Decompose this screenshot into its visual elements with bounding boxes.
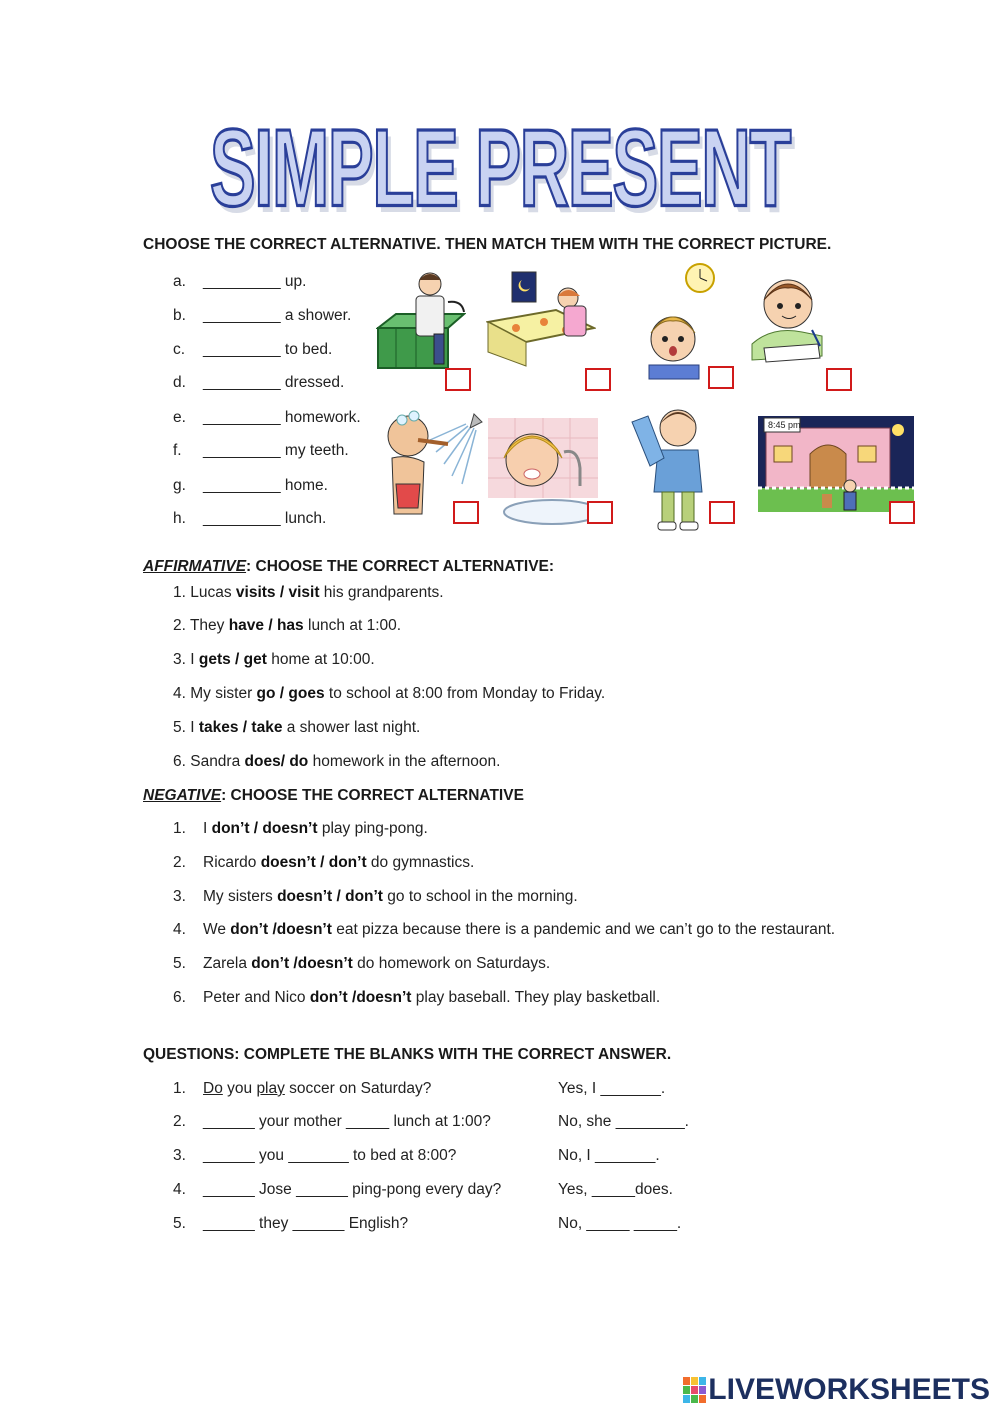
match-checkbox[interactable] xyxy=(453,501,479,524)
question-answer[interactable]: Yes, _____does. xyxy=(558,1181,673,1198)
match-checkbox[interactable] xyxy=(445,368,471,391)
match-checkbox[interactable] xyxy=(708,366,734,389)
list-item: f. _________ my teeth. xyxy=(173,442,349,459)
match-checkbox[interactable] xyxy=(889,501,915,524)
list-item: b. _________ a shower. xyxy=(173,307,352,324)
question-answer[interactable]: No, I _______. xyxy=(558,1147,660,1164)
answer-blank[interactable]: _________ xyxy=(203,341,281,358)
answer-blank[interactable]: _________ xyxy=(203,273,281,290)
picture-woman-getting-home xyxy=(758,416,914,512)
question-answer[interactable]: No, she ________. xyxy=(558,1113,689,1130)
question-answer[interactable]: No, _____ _____. xyxy=(558,1215,682,1232)
match-checkbox[interactable] xyxy=(709,501,735,524)
liveworksheets-logo xyxy=(682,1373,990,1407)
answer-blank[interactable]: ______ xyxy=(292,1215,345,1232)
picture-boy-getting-dressed xyxy=(628,402,708,532)
question-item: 1. Do you play soccer on Saturday? xyxy=(173,1080,432,1097)
answer-blank[interactable]: _________ xyxy=(203,409,281,426)
choice-option[interactable]: visits / visit xyxy=(235,584,320,601)
section-match-heading: CHOOSE THE CORRECT ALTERNATIVE. THEN MATCH THEM WITH THE CORRECT PICTURE. xyxy=(143,236,832,253)
answer-blank[interactable]: ______ xyxy=(203,1113,255,1130)
affirmative-heading: AFFIRMATIVE: CHOOSE THE CORRECT ALTERNATIVE: xyxy=(143,558,555,575)
affirmative-item: 6. Sandra does/ do homework in the afternoon. xyxy=(173,753,501,770)
affirmative-item: 4. My sister go / goes to school at 8:00 from Monday to Friday. xyxy=(173,685,606,702)
match-checkbox[interactable] xyxy=(585,368,611,391)
answer-blank[interactable]: _______ xyxy=(288,1147,349,1164)
negative-item: 2. Ricardo doesn’t / don’t do gymnastics. xyxy=(173,854,475,871)
affirmative-item: 5. I takes / take a shower last night. xyxy=(173,719,421,736)
affirmative-item: 1. Lucas visits / visit his grandparents. xyxy=(173,584,444,601)
picture-boy-doing-homework xyxy=(742,274,830,366)
logo-grid-icon xyxy=(682,1376,708,1404)
page-title: SIMPLE PRESENT xyxy=(209,108,791,230)
question-item: 2. ______ your mother _____ lunch at 1:00? xyxy=(173,1113,491,1130)
negative-item: 6. Peter and Nico don’t /doesn’t play baseball. They play basketball. xyxy=(173,989,661,1006)
logo-text: LIVEWORKSHEETS xyxy=(708,1373,990,1406)
picture-boy-getting-up xyxy=(376,266,466,382)
choice-option[interactable]: doesn’t / don’t xyxy=(260,854,367,871)
question-item: 4. ______ Jose ______ ping-pong every day? xyxy=(173,1181,502,1198)
list-item: e. _________ homework. xyxy=(173,409,361,426)
negative-item: 5. Zarela don’t /doesn’t do homework on Saturdays. xyxy=(173,955,551,972)
answer-blank[interactable]: _________ xyxy=(203,442,281,459)
question-item: 3. ______ you _______ to bed at 8:00? xyxy=(173,1147,457,1164)
choice-option[interactable]: have / has xyxy=(228,617,304,634)
clock-label: 8:45 pm xyxy=(768,420,801,430)
choice-option[interactable]: does/ do xyxy=(244,753,309,770)
match-checkbox[interactable] xyxy=(587,501,613,524)
list-item: d. _________ dressed. xyxy=(173,374,345,391)
answer-blank[interactable]: _________ xyxy=(203,374,281,391)
choice-option[interactable]: gets / get xyxy=(198,651,267,668)
answer-blank[interactable]: ______ xyxy=(203,1147,255,1164)
answer-blank[interactable]: _________ xyxy=(203,307,281,324)
list-item: c. _________ to bed. xyxy=(173,341,333,358)
choice-option[interactable]: takes / take xyxy=(198,719,283,736)
choice-option[interactable]: don’t /doesn’t xyxy=(309,989,412,1006)
answer-blank[interactable]: ______ xyxy=(296,1181,348,1198)
affirmative-item: 3. I gets / get home at 10:00. xyxy=(173,651,375,668)
picture-boy-having-lunch xyxy=(641,261,716,385)
picture-girl-going-to-bed xyxy=(486,270,596,370)
answer-blank[interactable]: ______ xyxy=(203,1215,255,1232)
list-item: h. _________ lunch. xyxy=(173,510,327,527)
question-answer[interactable]: Yes, I _______. xyxy=(558,1080,666,1097)
negative-item: 3. My sisters doesn’t / don’t go to school in the morning. xyxy=(173,888,578,905)
answer-blank[interactable]: _________ xyxy=(203,510,281,527)
question-item: 5. ______ they ______ English? xyxy=(173,1215,409,1232)
choice-option[interactable]: doesn’t / don’t xyxy=(277,888,383,905)
list-item: g. _________ home. xyxy=(173,477,328,494)
choice-option[interactable]: don’t / doesn’t xyxy=(211,820,318,837)
questions-heading: QUESTIONS: COMPLETE THE BLANKS WITH THE CORRECT ANSWER. xyxy=(143,1046,672,1063)
picture-girl-brushing-teeth xyxy=(488,418,598,526)
answer-blank[interactable]: _________ xyxy=(203,477,281,494)
match-checkbox[interactable] xyxy=(826,368,852,391)
negative-item: 4. We don’t /doesn’t eat pizza because there is a pandemic and we can’t go to the restaurant. xyxy=(173,921,836,938)
negative-item: 1. I don’t / doesn’t play ping-pong. xyxy=(173,820,428,837)
choice-option[interactable]: don’t /doesn’t xyxy=(251,955,353,972)
answer-blank[interactable]: ______ xyxy=(203,1181,255,1198)
choice-option[interactable]: don’t /doesn’t xyxy=(230,921,332,938)
affirmative-item: 2. They have / has lunch at 1:00. xyxy=(173,617,402,634)
list-item: a. _________ up. xyxy=(173,273,307,290)
choice-option[interactable]: go / goes xyxy=(256,685,325,702)
answer-blank[interactable]: _____ xyxy=(346,1113,390,1130)
negative-heading: NEGATIVE: CHOOSE THE CORRECT ALTERNATIVE xyxy=(143,787,524,804)
